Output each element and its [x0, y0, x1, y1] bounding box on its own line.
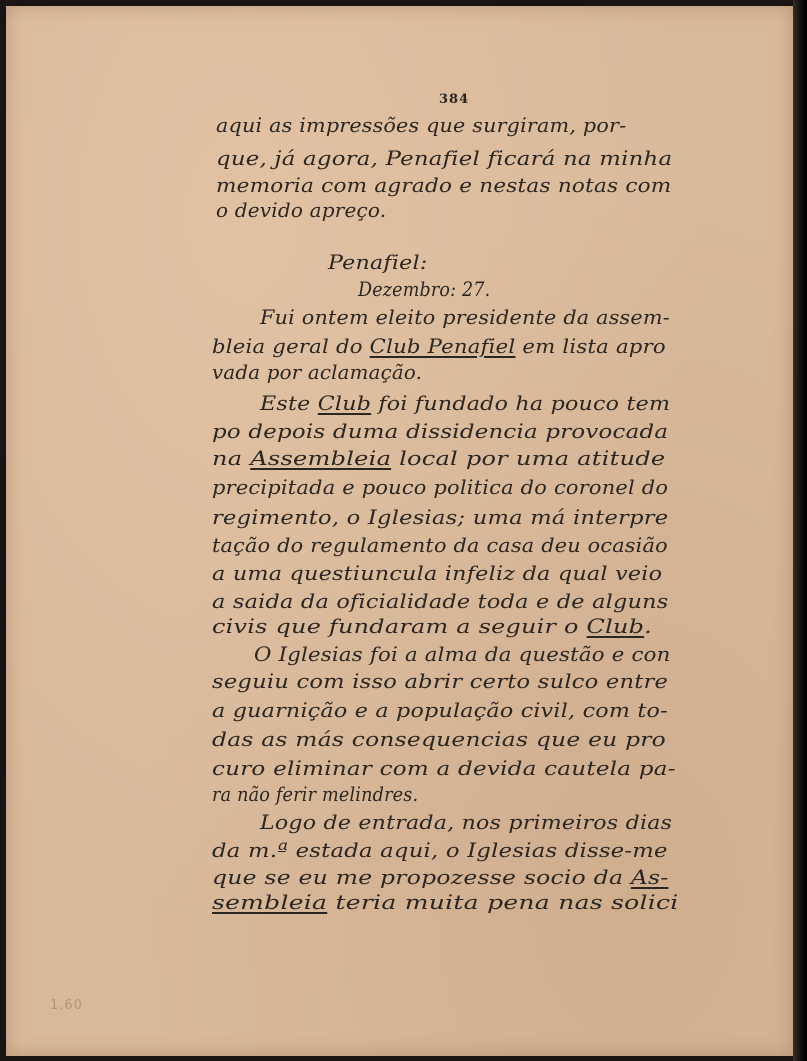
text-span: .: [644, 615, 652, 638]
text-span: vada por aclamação.: [212, 361, 423, 384]
page-number: 384: [439, 92, 470, 107]
body-line: [212, 361, 422, 384]
underlined-word: Club Penafiel: [369, 335, 516, 358]
body-line: [212, 891, 679, 914]
text-span: Este: [260, 392, 318, 415]
underlined-word: sembleia: [212, 891, 328, 914]
text-span: da m.ª estada aqui, o Iglesias disse-me: [212, 839, 668, 862]
body-line: [212, 670, 668, 693]
text-span: na: [212, 447, 251, 470]
underlined-word: Club: [586, 615, 645, 638]
text-span: teria muita pena nas solici: [327, 891, 679, 914]
text-span: ra não ferir melindres.: [212, 783, 419, 806]
body-line: [212, 562, 662, 585]
intro-line: memoria com agrado e nestas notas com: [216, 174, 672, 197]
text-span: foi fundado ha pouco tem: [371, 392, 671, 415]
text-span: das as más consequencias que eu pro: [212, 728, 666, 751]
text-span: curo eliminar com a devida cautela pa-: [212, 757, 676, 780]
intro-line: o devido apreço.: [216, 199, 387, 222]
scan-edge: [793, 0, 807, 1061]
body-line: [212, 728, 666, 751]
text-span: em lista apro: [515, 335, 666, 358]
body-line: [212, 783, 418, 806]
text-span: bleia geral do: [212, 335, 370, 358]
body-line: [212, 534, 668, 557]
text-span: po depois duma dissidencia provocada: [212, 420, 669, 443]
body-line: [212, 699, 668, 722]
text-span: O Iglesias foi a alma da questão e con: [254, 643, 671, 666]
body-line: [260, 811, 672, 834]
body-line: [212, 447, 665, 470]
body-line: [260, 392, 670, 415]
body-line: [212, 476, 668, 499]
text-span: precipitada e pouco politica do coronel do: [212, 476, 669, 499]
text-span: Fui ontem eleito presidente da assem-: [260, 306, 670, 329]
intro-line: que, já agora, Penafiel ficará na minha: [216, 147, 673, 170]
text-span: a guarnição e a população civil, com to-: [212, 699, 668, 722]
text-span: seguiu com isso abrir certo sulco entre: [212, 670, 669, 693]
text-span: que se eu me propozesse socio da: [212, 866, 631, 889]
body-line: [260, 306, 670, 329]
body-line: [212, 839, 668, 862]
body-line: [212, 757, 676, 780]
text-span: regimento, o Iglesias; uma má interpre: [212, 506, 669, 529]
body-line: [212, 335, 666, 358]
text-span: local por uma atitude: [391, 447, 666, 470]
heading-date: Dezembro: 27.: [358, 278, 491, 301]
body-line: [212, 420, 668, 443]
text-span: civis que fundaram a seguir o: [212, 615, 587, 638]
body-line: [212, 506, 668, 529]
underlined-word: Club: [317, 392, 372, 415]
manuscript-page: [6, 6, 793, 1056]
body-line: [212, 590, 668, 613]
text-span: a uma questiuncula infeliz da qual veio: [212, 562, 663, 585]
text-span: Logo de entrada, nos primeiros dias: [260, 811, 673, 834]
intro-line: aqui as impressões que surgiram, por-: [216, 114, 627, 137]
underlined-word: As-: [630, 866, 669, 889]
body-line: [212, 615, 652, 638]
text-span: a saida da oficialidade toda e de alguns: [212, 590, 669, 613]
underlined-word: Assembleia: [250, 447, 392, 470]
text-span: tação do regulamento da casa deu ocasião: [212, 534, 668, 557]
body-line: [254, 643, 671, 666]
body-line: [212, 866, 669, 889]
heading-place: Penafiel:: [328, 251, 428, 274]
archive-pencil-mark: 1,60: [50, 998, 83, 1013]
